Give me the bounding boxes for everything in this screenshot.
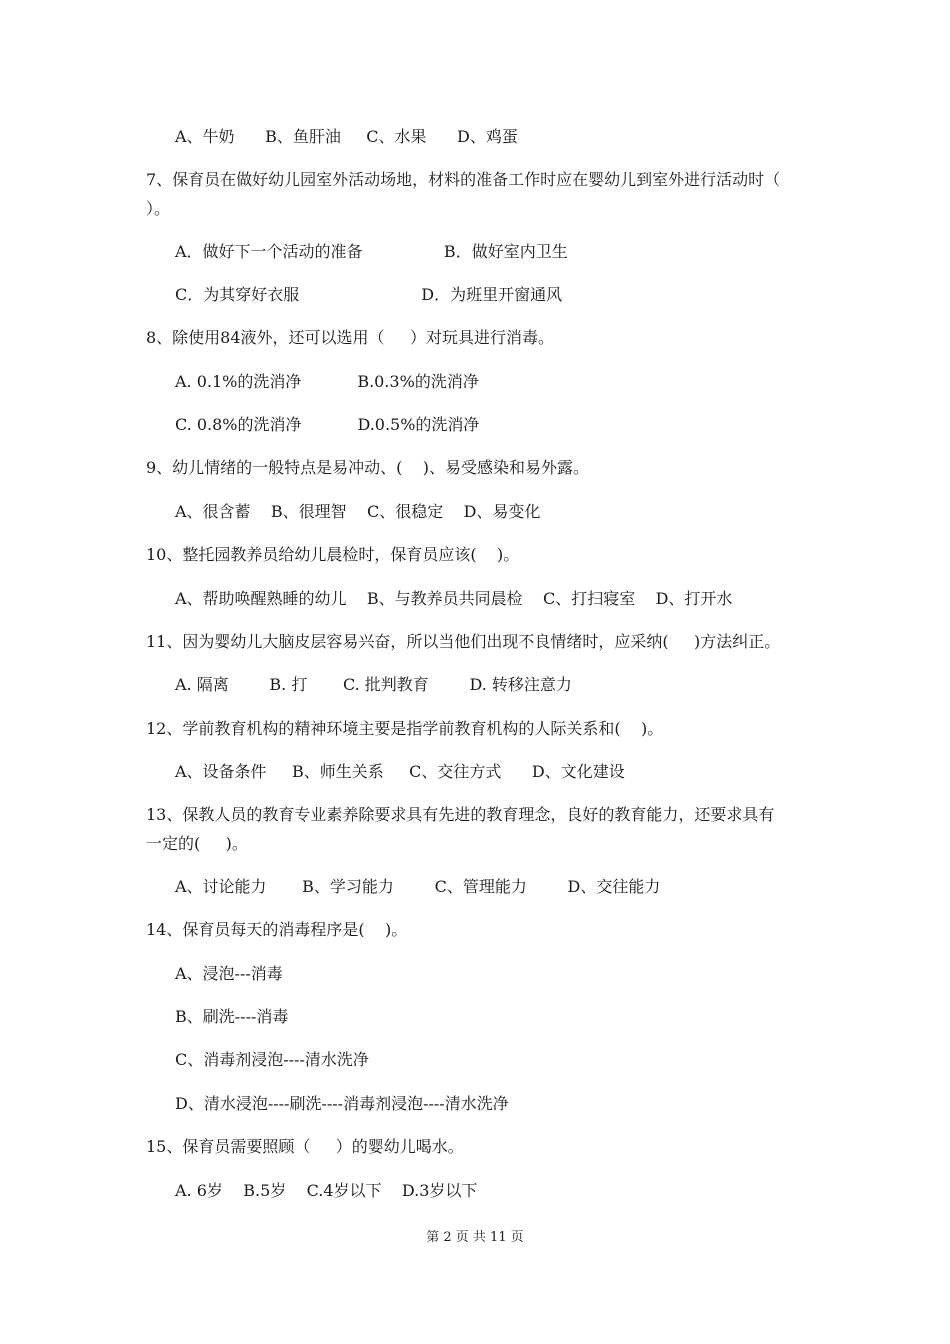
q14-option-d: D、清水浸泡----刷洗----消毒剂浸泡----清水洗净 xyxy=(175,1094,509,1113)
q15-options: A. 6岁 B.5岁 C.4岁以下 D.3岁以下 xyxy=(175,1181,478,1200)
q10-options: A、帮助唤醒熟睡的幼儿 B、与教养员共同晨检 C、打扫寝室 D、打开水 xyxy=(175,589,733,608)
q9-options: A、很含蓄 B、很理智 C、很稳定 D、易变化 xyxy=(175,502,541,521)
q13-options: A、讨论能力 B、学习能力 C、管理能力 D、交往能力 xyxy=(175,877,661,896)
q11-options: A. 隔离 B. 打 C. 批判教育 D. 转移注意力 xyxy=(175,675,572,694)
q8-options-ab: A. 0.1%的洗消净 B.0.3%的洗消净 xyxy=(175,372,479,391)
q14-option-a: A、浸泡---消毒 xyxy=(175,964,283,983)
page-footer: 第 2 页 共 11 页 xyxy=(426,1230,524,1245)
q8-options-cd: C. 0.8%的洗消净 D.0.5%的洗消净 xyxy=(175,415,480,434)
q9-stem: 9、幼儿情绪的一般特点是易冲动、( )、易受感染和易外露。 xyxy=(146,458,590,477)
q14-option-b: B、刷洗----消毒 xyxy=(175,1007,289,1026)
q7-stem-line1: 7、保育员在做好幼儿园室外活动场地，材料的准备工作时应在婴幼儿到室外进行活动时（ xyxy=(146,170,781,189)
q15-stem: 15、保育员需要照顾（ ）的婴幼儿喝水。 xyxy=(146,1137,464,1156)
q13-stem-line2: 一定的( )。 xyxy=(146,834,248,853)
q10-stem: 10、整托园教养员给幼儿晨检时，保育员应该( )。 xyxy=(146,545,520,564)
q13-stem-line1: 13、保教人员的教育专业素养除要求具有先进的教育理念，良好的教育能力，还要求具有 xyxy=(146,805,775,824)
q7-options-cd: C．为其穿好衣服 D．为班里开窗通风 xyxy=(175,285,563,304)
q12-options: A、设备条件 B、师生关系 C、交往方式 D、文化建设 xyxy=(175,762,625,781)
q8-stem: 8、除使用84液外，还可以选用（ ）对玩具进行消毒。 xyxy=(146,328,554,347)
q12-stem: 12、学前教育机构的精神环境主要是指学前教育机构的人际关系和( )。 xyxy=(146,719,664,738)
q7-stem-line2: ）。 xyxy=(146,199,171,218)
q7-options-ab: A．做好下一个活动的准备 B．做好室内卫生 xyxy=(175,242,568,261)
q11-stem: 11、因为婴幼儿大脑皮层容易兴奋，所以当他们出现不良情绪时，应采纳( )方法纠正。 xyxy=(146,632,781,651)
q6-options: A、牛奶 B、鱼肝油 C、水果 D、鸡蛋 xyxy=(175,127,518,146)
q14-option-c: C、消毒剂浸泡----清水洗净 xyxy=(175,1050,369,1069)
q14-stem: 14、保育员每天的消毒程序是( )。 xyxy=(146,920,408,939)
